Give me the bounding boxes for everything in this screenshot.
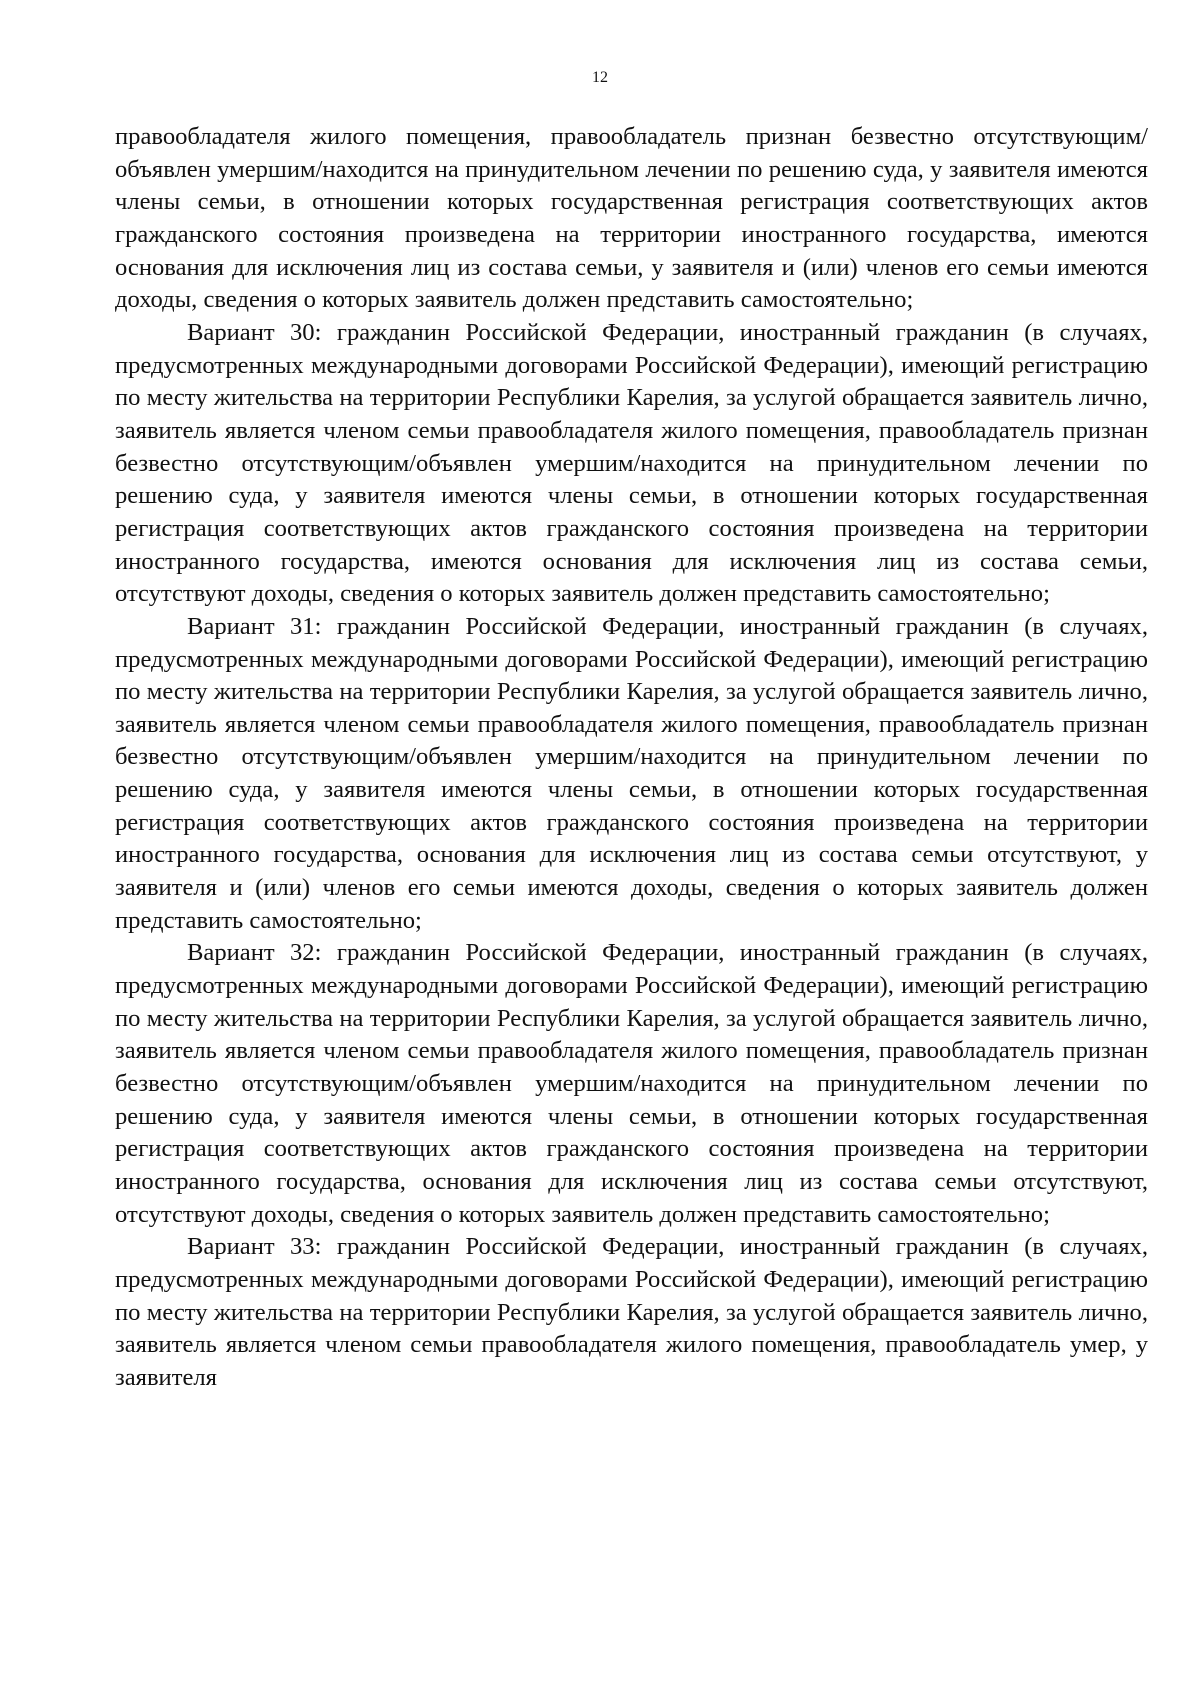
- paragraph-variant-30: Вариант 30: гражданин Российской Федерации, иностранный гражданин (в случаях, предусмотренных международными договорами Российской Федерации), имеющий регистрацию по месту жительства на территории Республики Карелия, за услугой обращается заявитель лично, заявитель является членом семьи правообладателя жилого помещения, правообладатель признан безвестно отсутствующим/объявлен умершим/находится на принудительном лечении по решению суда, у заявителя имеются члены семьи, в отношении которых государственная регистрация соответствующих актов гражданского состояния произведена на территории иностранного государства, имеются основания для исключения лиц из состава семьи, отсутствуют доходы, сведения о которых заявитель должен представить самостоятельно;: [115, 318, 1148, 608]
- paragraph-variant-31: Вариант 31: гражданин Российской Федерации, иностранный гражданин (в случаях, предусмотренных международными договорами Российской Федерации), имеющий регистрацию по месту жительства на территории Республики Карелия, за услугой обращается заявитель лично, заявитель является членом семьи правообладателя жилого помещения, правообладатель признан безвестно отсутствующим/объявлен умершим/находится на принудительном лечении по решению суда, у заявителя имеются члены семьи, в отношении которых государственная регистрация соответствующих актов гражданского состояния произведена на территории иностранного государства, основания для исключения лиц из состава семьи отсутствуют, у заявителя и (или) членов его семьи имеются доходы, сведения о которых заявитель должен представить самостоятельно;: [115, 612, 1148, 934]
- paragraph-variant-33: Вариант 33: гражданин Российской Федерации, иностранный гражданин (в случаях, предусмотренных международными договорами Российской Федерации), имеющий регистрацию по месту жительства на территории Республики Карелия, за услугой обращается заявитель лично, заявитель является членом семьи правообладателя жилого помещения, правообладатель умер, у заявителя: [115, 1233, 1148, 1391]
- page-number: 12: [592, 69, 608, 86]
- document-body: [115, 121, 1148, 1395]
- paragraph-continuation: правообладателя жилого помещения, правообладатель признан безвестно отсутствующим/объявлен умершим/находится на принудительном лечении по решению суда, у заявителя имеются члены семьи, в отношении которых государственная регистрация соответствующих актов гражданского состояния произведена на территории иностранного государства, имеются основания для исключения лиц из состава семьи, у заявителя и (или) членов его семьи имеются доходы, сведения о которых заявитель должен представить самостоятельно;: [115, 123, 1148, 314]
- paragraph-variant-32: Вариант 32: гражданин Российской Федерации, иностранный гражданин (в случаях, предусмотренных международными договорами Российской Федерации), имеющий регистрацию по месту жительства на территории Республики Карелия, за услугой обращается заявитель лично, заявитель является членом семьи правообладателя жилого помещения, правообладатель признан безвестно отсутствующим/объявлен умершим/находится на принудительном лечении по решению суда, у заявителя имеются члены семьи, в отношении которых государственная регистрация соответствующих актов гражданского состояния произведена на территории иностранного государства, основания для исключения лиц из состава семьи отсутствуют, отсутствуют доходы, сведения о которых заявитель должен представить самостоятельно;: [115, 939, 1148, 1228]
